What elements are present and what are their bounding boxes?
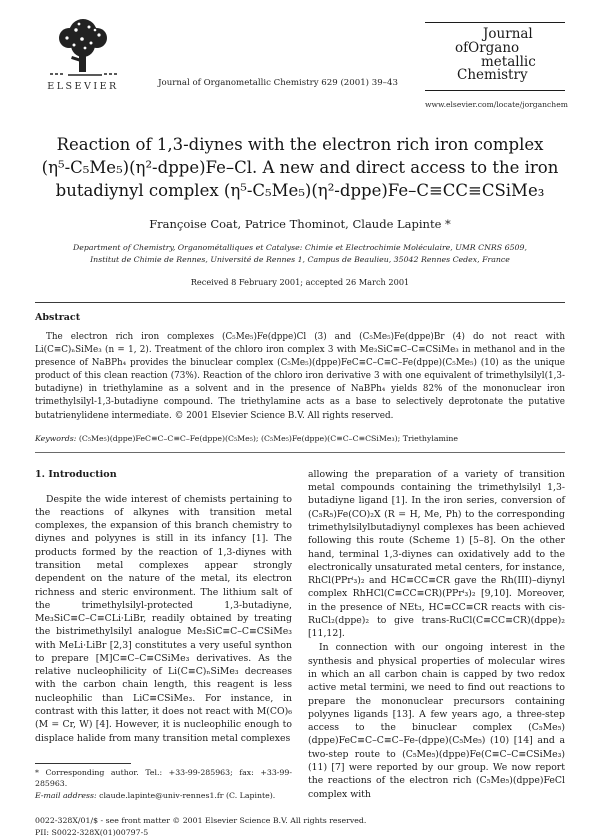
intro-paragraph-left: Despite the wide interest of chemists pertaining to the reactions of alkynes with transition metal complexes, the expansion of this branch chemistry to diynes and polyynes is still in its infancy [1]. The products formed by the reaction of 1,3-diynes with transition metal complexes appear strongly dependent on the nature of the metal, its electron richness and steric environment. The lithium salt of the trimethylsilyl-protected 1,3-butadiyne, Me₃SiC≡C–C≡CLi·LiBr, readily obtained by treating the bistrimethylsilyl analogue Me₃SiC≡C–C≡CSiMe₃ with MeLi·LiBr [2,3] constitutes a very useful synthon to prepare [M]C≡C–C≡CSiMe₃ derivatives. As the relative nucleophilicity of Li(C≡C)ₙSiMe₃ decreases with the carbon chain length, this reagent is less nucleophilic than LiC≡CSiMe₃. For instance, in contrast with this latter, it does not react with M(CO)₆ (M = Cr, W) [4]. However, it is nucleophilic enough to displace halide from many transition metal complexes: [35, 493, 292, 744]
right-column: [308, 468, 565, 801]
issn-copyright-line: 0022-328X/01/$ - see front matter © 2001 Elsevier Science B.V. All rights reserved.: [35, 815, 367, 825]
received-dates: Received 8 February 2001; accepted 26 March 2001: [190, 276, 410, 287]
affiliation: [35, 242, 565, 266]
abstract-heading: Abstract: [35, 311, 81, 323]
journal-website-link[interactable]: www.elsevier.com/locate/jorganchem: [425, 100, 568, 110]
page-footer: [35, 815, 565, 838]
article-title-line: butadiynyl complex (η⁵-C₅Me₅)(η²-dppe)Fe–C≡CC≡CSiMe₃: [55, 181, 545, 201]
email-line: [35, 790, 292, 801]
journal-logo-line: Journal: [483, 26, 533, 42]
journal-logo-title: [425, 23, 565, 90]
author-list: Françoise Coat, Patrice Thominot, Claude Lapinte *: [149, 217, 451, 232]
article-title-line: (η⁵-C₅Me₅)(η²-dppe)Fe–Cl. A new and direct access to the iron: [41, 158, 559, 178]
email-label: E-mail address:: [35, 790, 97, 800]
pii-line: PII: S0022-328X(01)00797-5: [35, 827, 149, 837]
abstract-text: The electron rich iron complexes (C₅Me₅)Fe(dppe)Cl (3) and (C₅Me₅)Fe(dppe)Br (4) do not react with Li(C≡C)ₙSiMe₃ (n = 1, 2). Treatment of the chloro iron complex 3 with Me₃SiC≡C–C≡CSiMe₃ in methanol and in the presence of NaBPh₄ provides the binuclear complex (C₅Me₅)(dppe)FeC≡C–C≡C–Fe(dppe)(C₅Me₅) (10) as the unique product of this clean reaction (73%). Reaction of the chloro iron derivative 3 with one equivalent of trimethylsilyl(1,3-butadiyne) in triethylamine as a solvent and in the presence of NaBPh₄ yields 82% of the mononuclear iron trimethylsilyl-1,3-butadiyne compound. The triethylamine acts as a base to selectively deprotonate the putative butatrienylidene intermediate. © 2001 Elsevier Science B.V. All rights reserved.: [35, 331, 565, 421]
journal-logo-line: Chemistry: [457, 67, 528, 84]
elsevier-wordmark: ELSEVIER: [47, 81, 119, 92]
article-title: [35, 133, 565, 202]
journal-logo-line: metallic: [481, 53, 536, 70]
two-column-body: [35, 468, 565, 801]
page-header: [35, 16, 568, 110]
section-heading-introduction: 1. Introduction: [35, 468, 117, 480]
left-column: [35, 468, 292, 801]
intro-paragraph-right-1: allowing the preparation of a variety of transition metal compounds containing the trimethylsilyl 1,3-butadiyne ligand [1]. In the iron series, conversion of (C₅R₅)Fe(CO)₂X (R = H, Me, Ph) to the corresponding trimethylsilylbutadiynyl complexes has been achieved following this route (Scheme 1) [5–8]. On the other hand, terminal 1,3-diynes can oxidatively add to the electronically unsaturated metal centers, for instance, RhCl(PPrⁱ₃)₂ and HC≡CC≡CR gave the Rh(III)–diynyl complex RhHCl(C≡CC≡CR)(PPrⁱ₃)₂ [9,10]. Moreover, in the presence of NEt₃, HC≡CC≡CR reacts with cis-RuCl₂(dppe)₂ to give trans-RuCl(C≡CC≡CR)(dppe)₂ [11,12].: [308, 468, 565, 640]
intro-paragraph-right-2: In connection with our ongoing interest in the synthesis and physical properties of molecular wires in which an all carbon chain is capped by two redox active metal termini, we need to find out reactions to prepare the mononuclear precursors containing polyynes ligands [13]. A few years ago, a three-step access to the binuclear complex (C₅Me₅)(dppe)FeC≡C–C≡C–Fe-(dppe)(C₅Me₅) (10) [14] and a two-step route to (C₅Me₅)(dppe)Fe(C≡C–C≡CSiMe₃) (11) [7] were reported by our group. We now report the reactions of the electron rich (C₅Me₅)(dppe)FeCl complex with: [308, 642, 565, 800]
journal-logo-rule-bottom: [425, 90, 565, 91]
abstract-bottom-rule: [35, 452, 565, 453]
journal-logo: [425, 16, 568, 110]
corresponding-author-text: * Corresponding author. Tel.: +33-99-285963; fax: +33-99-285963.: [35, 767, 292, 789]
abstract-top-rule: [35, 302, 565, 303]
keywords-label: Keywords:: [35, 433, 77, 443]
elsevier-logo: [35, 16, 131, 92]
keywords-line: [35, 434, 565, 443]
affiliation-line: Institut de Chimie de Rennes, Université de Rennes 1, Campus de Beaulieu, 35042 Rennes Cedex, France: [90, 255, 510, 265]
keywords-text: (C₅Me₅)(dppe)FeC≡C–C≡C–Fe(dppe)(C₅Me₅); (C₅Me₅)Fe(dppe)(C≡C–C≡CSiMe₃); Triethylamine: [76, 433, 459, 443]
corresponding-author-footnote: [35, 753, 292, 801]
email-address-link[interactable]: claude.lapinte@univ-rennes1.fr (C. Lapinte).: [96, 790, 276, 800]
journal-citation-line: Journal of Organometallic Chemistry 629 (2001) 39–43: [158, 78, 398, 88]
affiliation-line: Department of Chemistry, Organométalliques et Catalyse: Chimie et Electrochimie Moléculaire, UMR CNRS 6509,: [73, 243, 527, 253]
elsevier-tree-icon: [35, 16, 131, 80]
journal-logo-line: ofOrgano: [455, 39, 520, 56]
footnote-rule: [35, 763, 131, 764]
article-title-line: Reaction of 1,3-diynes with the electron rich iron complex: [56, 135, 544, 155]
